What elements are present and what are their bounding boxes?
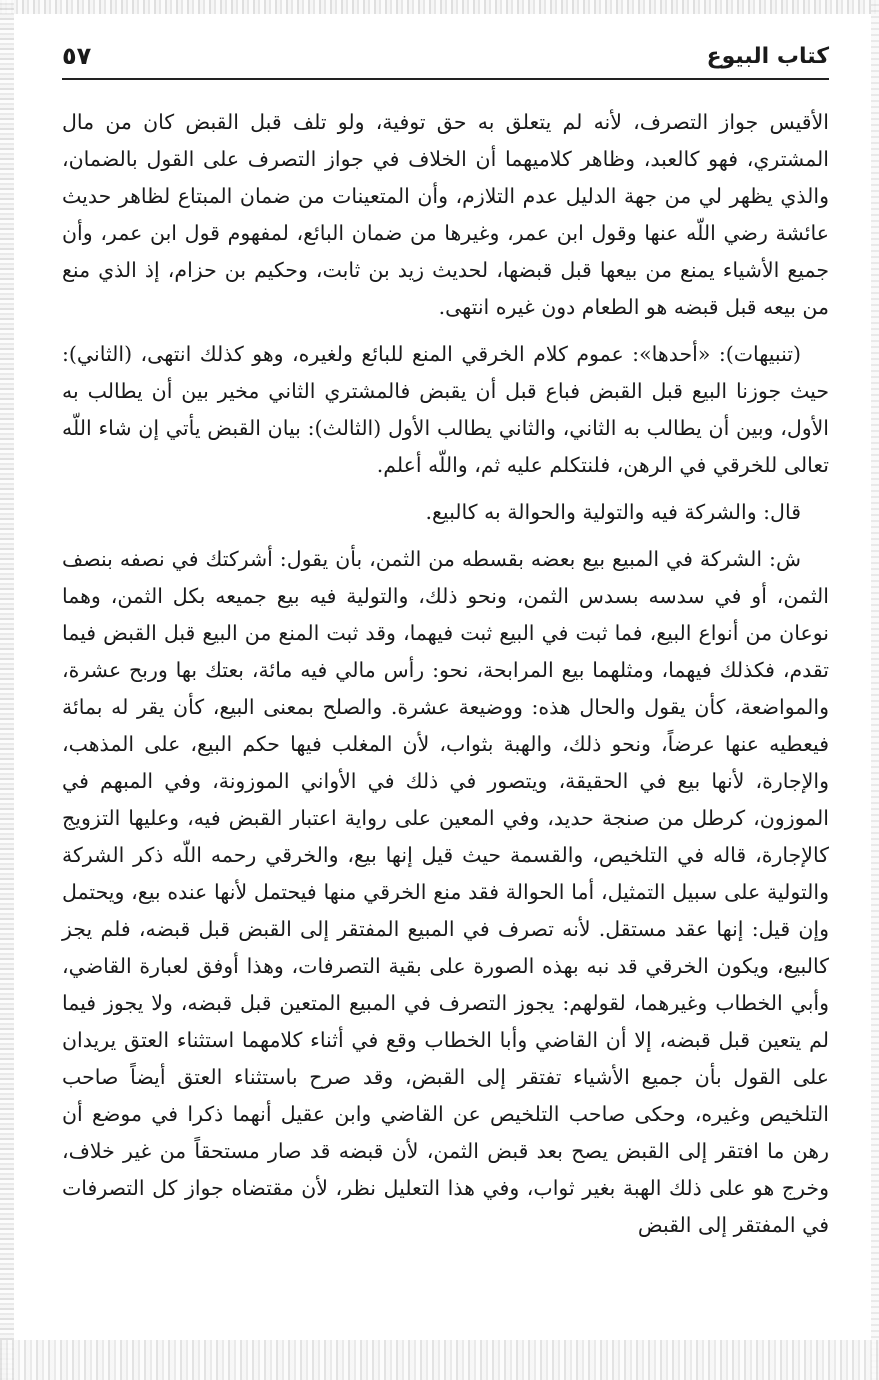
scan-edge-right: [871, 0, 879, 1380]
page-body: [62, 104, 829, 1244]
chapter-title: كتاب البيوع: [706, 44, 829, 69]
paragraph-commentary: ش: الشركة في المبيع بيع بعضه بقسطه من الثمن، بأن يقول: أشركتك في نصفه بنصف الثمن، أو في سدسه بسدس الثمن، ونحو ذلك، والتولية فيه بيع جميعه بكل الثمن، وهما نوعان من أنواع البيع، فما ثبت في البيع ثبت فيهما، وقد ثبت المنع من البيع قبل القبض فيما تقدم، فكذلك فيهما، ومثلهما بيع المرابحة، نحو: رأس مالي فيه مائة، بعتك بها وربح عشرة، والمواضعة، كأن يقول والحال هذه: ووضيعة عشرة. والصلح بمعنى البيع، كأن يقر له بمائة فيعطيه عنها عرضاً، ونحو ذلك، والهبة بثواب، لأن المغلب فيها حكم البيع، على المذهب، والإجارة، لأنها بيع في الحقيقة، ويتصور في ذلك في الأواني الموزونة، وفي المبهم في الموزون، كرطل من صنجة حديد، وفي المعين على رواية اعتبار القبض فيه، وعليها التزويج كالإجارة، قاله في التلخيص، والقسمة حيث قيل إنها بيع، والخرقي رحمه اللّه ذكر الشركة والتولية على سبيل التمثيل، أما الحوالة فقد منع الخرقي منها فيحتمل لأنها عنده بيع، ويحتمل وإن قيل: إنها عقد مستقل. لأنه تصرف في المبيع المفتقر إلى القبض قبل قبضه، فلم يجز كالبيع، ويكون الخرقي قد نبه بهذه الصورة على بقية التصرفات، وهذا أوفق لعبارة القاضي، وأبي الخطاب وغيرهما، لقولهم: يجوز التصرف في المبيع المتعين قبل قبضه، ولا يجوز فيما لم يتعين قبل قبضه، إلا أن القاضي وأبا الخطاب وقع في أثناء كلامهما استثناء العتق يريدان على القول بأن جميع الأشياء تفتقر إلى القبض، وقد صرح باستثناء العتق أيضاً صاحب التلخيص وغيره، وحكى صاحب التلخيص عن القاضي وابن عقيل أنهما ذكرا في موضع أن رهن ما افتقر إلى القبض يصح بعد قبض الثمن، لأن قبضه قد صار مستحقاً من غير خلاف، وخرج هو على ذلك الهبة بغير ثواب، وفي هذا التعليل نظر، لأن مقتضاه جواز كل التصرفات في المفتقر إلى القبض: [62, 547, 829, 1237]
scan-edge-left: [0, 0, 14, 1380]
paragraph-matn: قال: والشركة فيه والتولية والحوالة به كالبيع.: [425, 500, 801, 524]
scan-edge-bottom: [0, 1340, 879, 1380]
paragraph-notes: (تنبيهات): «أحدها»: عموم كلام الخرقي المنع للبائع ولغيره، وهو كذلك انتهى، (الثاني): حيث جوزنا البيع قبل القبض فباع قبل أن يقبض فالمشتري الثاني مخير بين أن يطالب به الأول، وبين أن يطالب به الثاني، والثاني يطالب الأول (الثالث): بيان القبض يأتي إن شاء اللّه تعالى للخرقي في الرهن، فلنتكلم عليه ثم، واللّه أعلم.: [62, 342, 829, 477]
running-header: [62, 40, 829, 80]
paragraph-continuation: الأقيس جواز التصرف، لأنه لم يتعلق به حق توفية، ولو تلف قبل القبض كان من مال المشتري، فهو كالعبد، وظاهر كلاميهما أن الخلاف في جواز التصرف على القول بالضمان، والذي يظهر لي من جهة الدليل عدم التلازم، وأن المتعينات من ضمان المبتاع لظاهر حديث عائشة رضي اللّه عنها وقول ابن عمر، وغيرها من ضمان البائع، لمفهوم قول ابن عمر، وأن جميع الأشياء يمنع من بيعها قبل قبضها، لحديث زيد بن ثابت، وحكيم بن حزام، إذ الذي منع من بيعه قبل قبضه هو الطعام دون غيره انتهى.: [62, 110, 829, 319]
scan-edge-top: [0, 0, 879, 14]
page-number: ٥٧: [62, 42, 92, 70]
